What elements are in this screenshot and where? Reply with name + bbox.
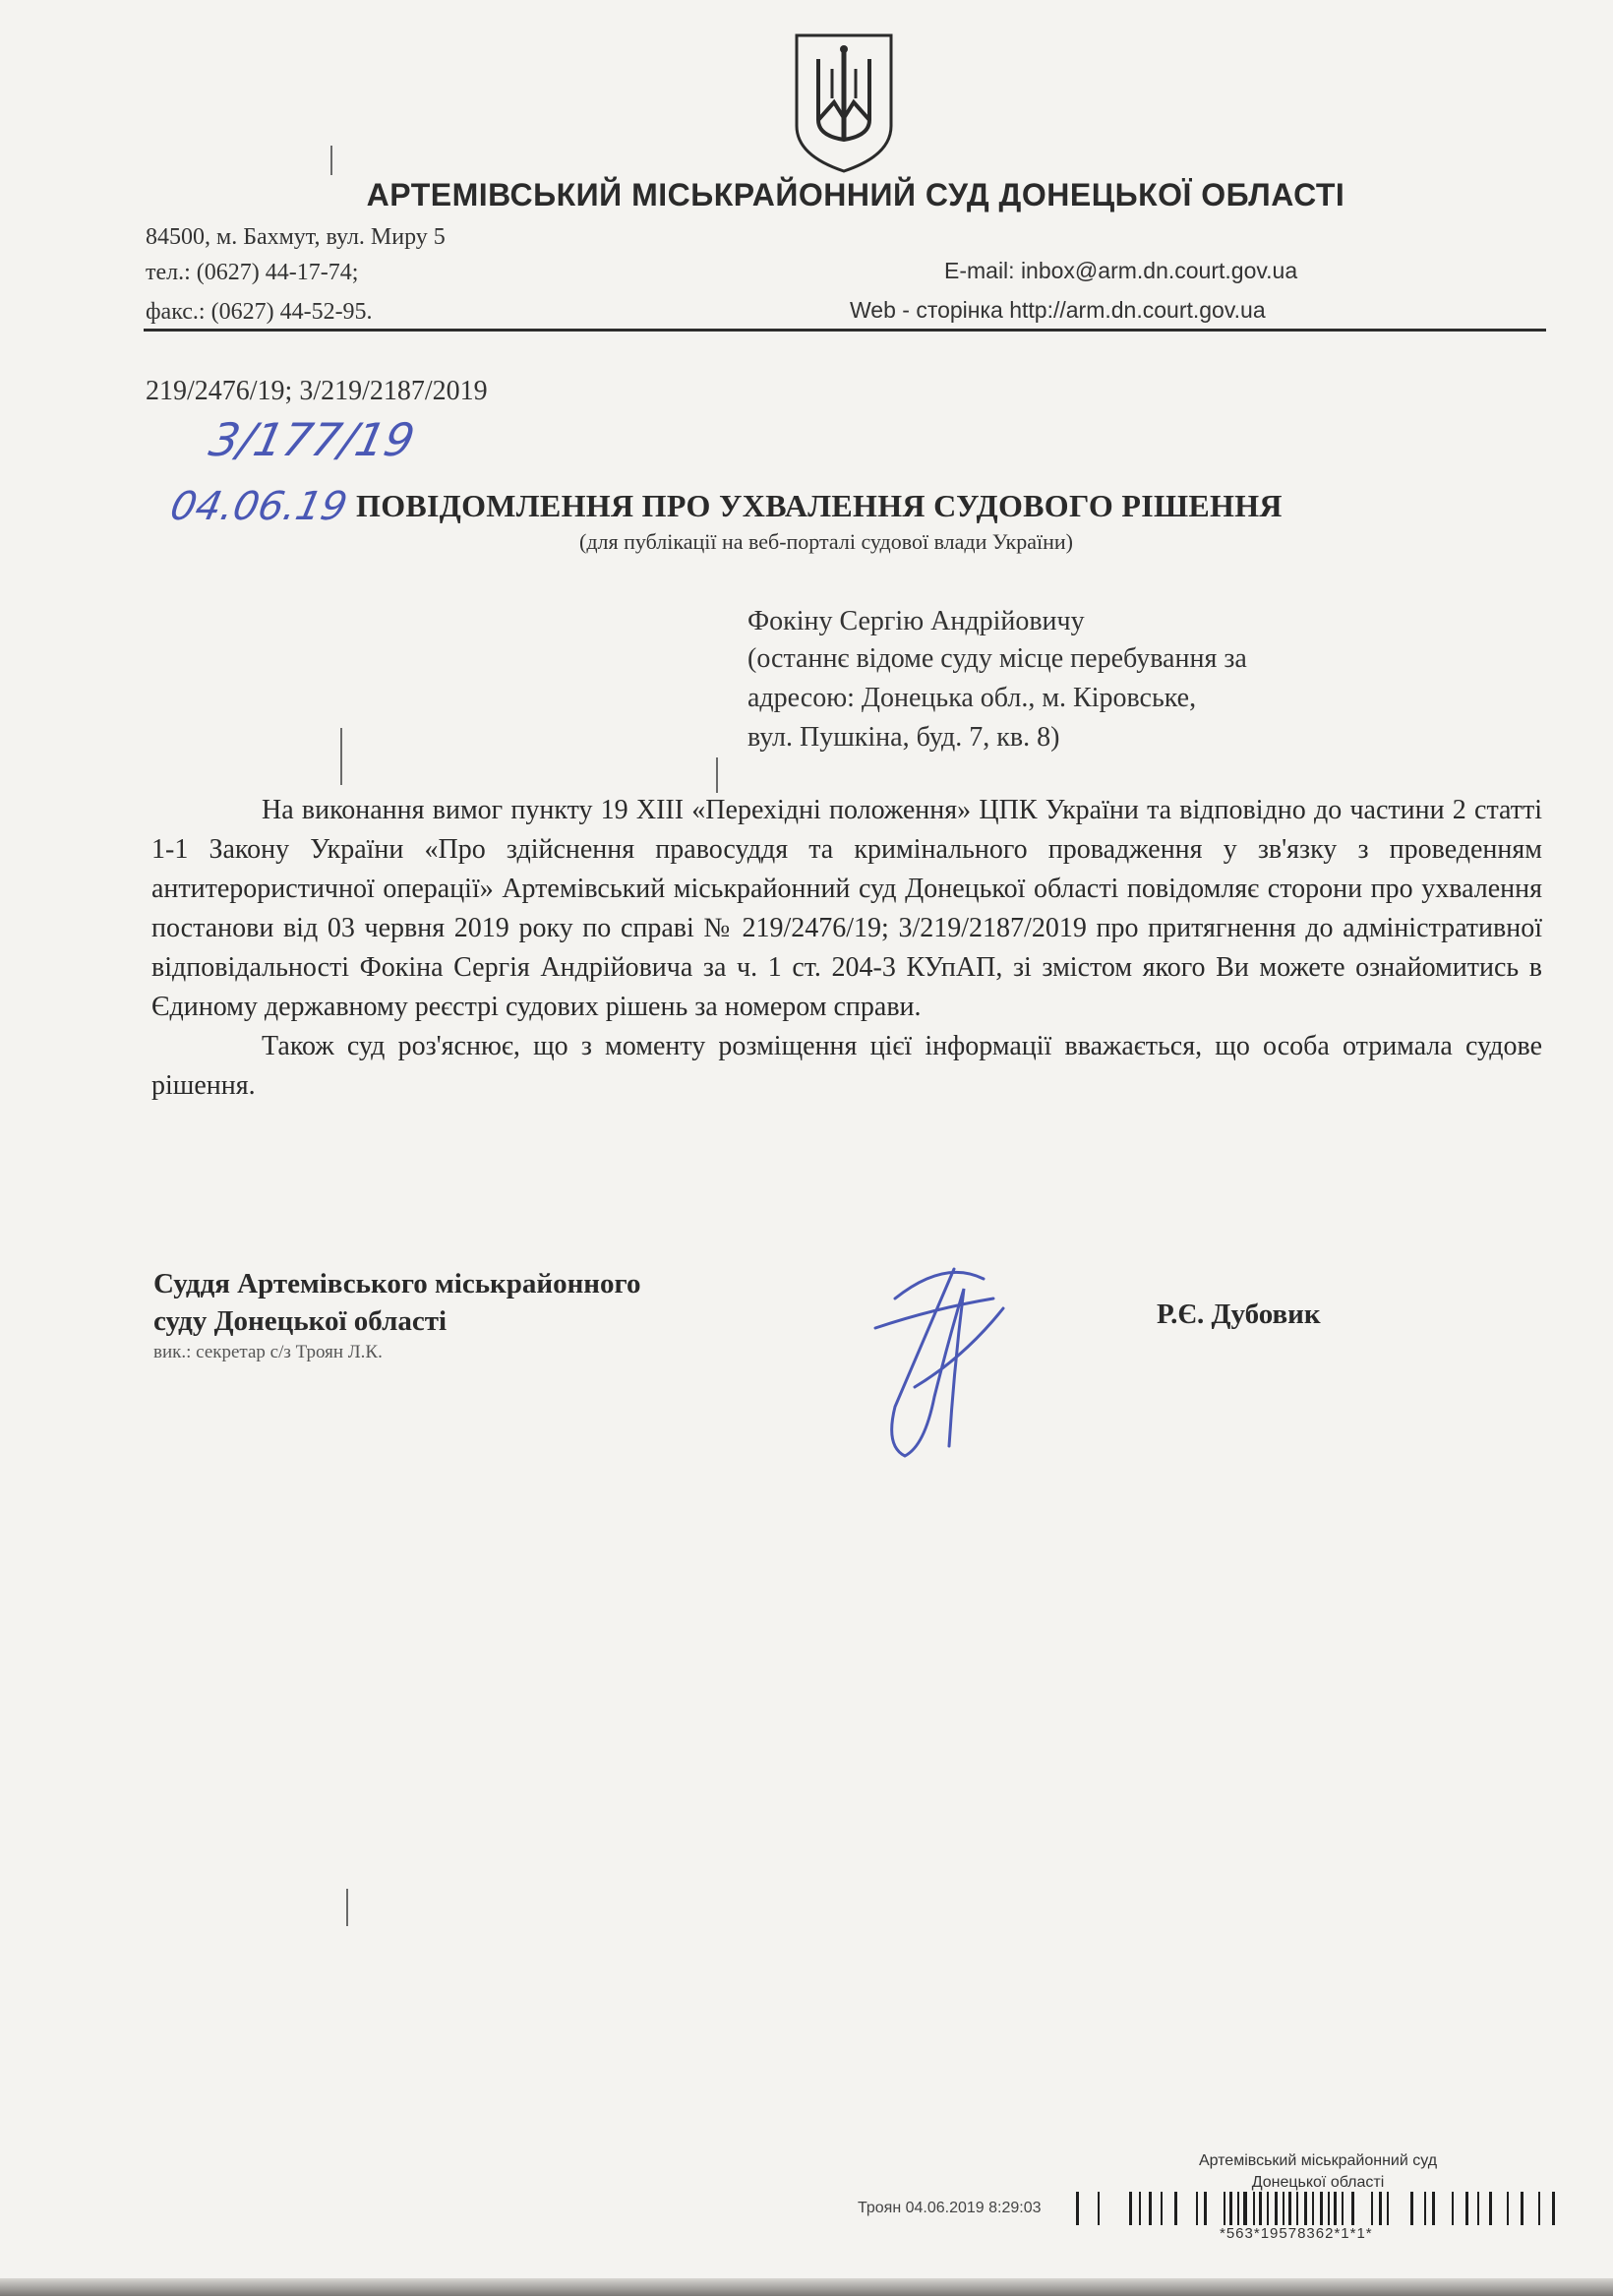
executor-note: вик.: секретар с/з Троян Л.К.	[153, 1342, 383, 1362]
body-paragraph-1: На виконання вимог пункту 19 XIII «Перехідні положення» ЦПК України та відповідно до частини 2 статті 1-1 Закону України «Про здійснення правосуддя та кримінального провадження у зв'язку з проведенням антитерористичної операції» Артемівський міськрайонний суд Донецької області повідомляє сторони про ухвалення постанови від 03 червня 2019 року по справі № 219/2476/19; 3/219/2187/2019 про притягнення до адміністративної відповідальності Фокіна Сергія Андрійовича за ч. 1 ст. 204-3 КУпАП, зі змістом якого Ви можете ознайомитись в Єдиному державному реєстрі судових рішень за номером справи.	[151, 795, 1542, 1022]
court-name: АРТЕМІВСЬКИЙ МІСЬКРАЙОННИЙ СУД ДОНЕЦЬКОЇ ОБЛАСТІ	[366, 177, 1345, 212]
scan-artifact	[716, 757, 718, 793]
footer-court-line-2: Донецької області	[1251, 2174, 1385, 2191]
coat-of-arms-icon	[789, 30, 899, 175]
judge-signature-block	[153, 1265, 640, 1363]
handwritten-reg-number: 3/177/19	[205, 413, 420, 466]
court-phone: тел.: (0627) 44-17-74;	[146, 260, 359, 285]
barcode-icon	[1076, 2192, 1558, 2225]
judge-title-line-2: суду Донецької області	[153, 1305, 448, 1337]
footer-court-line-1: Артемівський міськрайонний суд	[1198, 2152, 1438, 2169]
addressee-line-3: адресою: Донецька обл., м. Кіровське,	[747, 683, 1197, 713]
court-address: 84500, м. Бахмут, вул. Миру 5	[146, 224, 446, 250]
body-paragraph-2: Також суд роз'яснює, що з моменту розміщення цієї інформації вважається, що особа отримала судове рішення.	[151, 1031, 1542, 1101]
scan-artifact	[346, 1889, 348, 1926]
footer-court-stamp	[1102, 2150, 1534, 2194]
header-divider	[144, 329, 1546, 332]
addressee-line-4: вул. Пушкіна, буд. 7, кв. 8)	[747, 722, 1060, 753]
case-number: 219/2476/19; 3/219/2187/2019	[146, 376, 488, 406]
court-fax: факс.: (0627) 44-52-95.	[146, 299, 373, 325]
notice-title: ПОВІДОМЛЕННЯ ПРО УХВАЛЕННЯ СУДОВОГО РІШЕННЯ	[356, 488, 1283, 523]
scan-bottom-edge	[0, 2278, 1613, 2296]
judge-name: Р.Є. Дубовик	[1157, 1299, 1321, 1330]
court-web: Web - сторінка http://arm.dn.court.gov.ua	[850, 297, 1266, 323]
court-email: E-mail: inbox@arm.dn.court.gov.ua	[944, 258, 1298, 283]
barcode-number: *563*19578362*1*1*	[1220, 2225, 1373, 2242]
scan-artifact	[330, 146, 332, 175]
footer-timestamp: Троян 04.06.2019 8:29:03	[858, 2200, 1042, 2216]
handwritten-date: 04.06.19	[166, 484, 352, 529]
scan-artifact	[340, 728, 342, 785]
handwritten-signature	[856, 1249, 1033, 1485]
notice-subtitle: (для публікації на веб-порталі судової влади України)	[579, 529, 1073, 554]
addressee-line-1: Фокіну Сергію Андрійовичу	[747, 606, 1085, 636]
notice-body	[151, 791, 1542, 1106]
addressee-line-2: (останнє відоме суду місце перебування за	[747, 643, 1247, 674]
judge-title-line-1: Суддя Артемівського міськрайонного	[153, 1268, 641, 1299]
